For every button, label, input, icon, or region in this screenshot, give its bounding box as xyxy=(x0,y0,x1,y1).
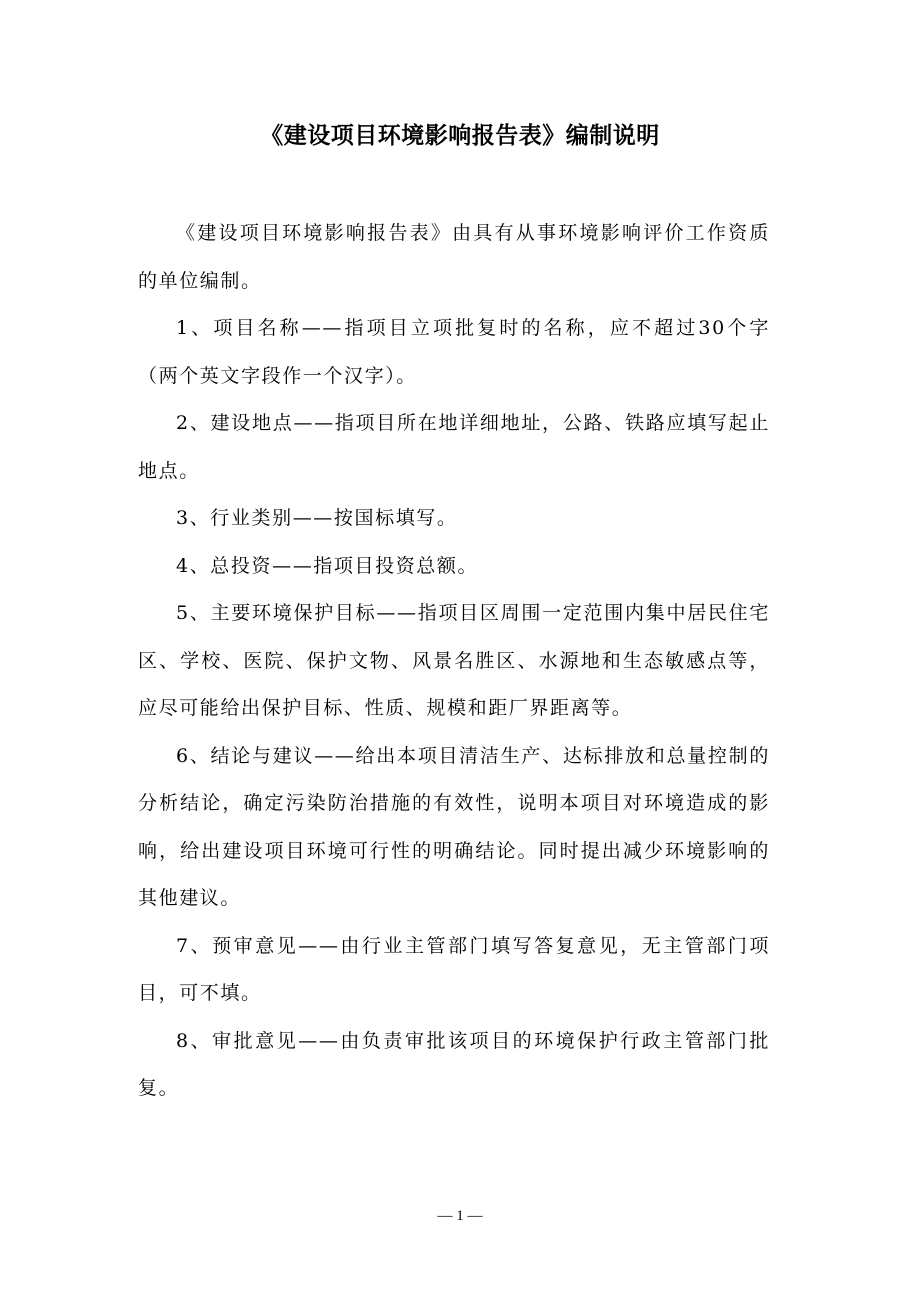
paragraph-item-7: 7、预审意见——由行业主管部门填写答复意见，无主管部门项目，可不填。 xyxy=(138,934,770,1004)
page-number: — 1 — xyxy=(437,1208,483,1224)
paragraph-item-1: 1、项目名称——指项目立项批复时的名称，应不超过30个字（两个英文字段作一个汉字）。 xyxy=(138,317,770,387)
paragraph-intro: 《建设项目环境影响报告表》由具有从事环境影响评价工作资质的单位编制。 xyxy=(138,222,770,292)
paragraph-item-5: 5、主要环境保护目标——指项目区周围一定范围内集中居民住宅区、学校、医院、保护文物、风景名胜区、水源地和生态敏感点等，应尽可能给出保护目标、性质、规模和距厂界距离等。 xyxy=(138,602,770,719)
paragraph-item-2: 2、建设地点——指项目所在地详细地址，公路、铁路应填写起止地点。 xyxy=(138,412,770,482)
paragraph-item-8: 8、审批意见——由负责审批该项目的环境保护行政主管部门批复。 xyxy=(138,1029,770,1099)
paragraph-item-6: 6、结论与建议——给出本项目清洁生产、达标排放和总量控制的分析结论，确定污染防治措施的有效性，说明本项目对环境造成的影响，给出建设项目环境可行性的明确结论。同时提出减少环境影响的其他建议。 xyxy=(138,744,770,909)
paragraph-item-4: 4、总投资——指项目投资总额。 xyxy=(176,554,479,577)
document-body xyxy=(138,210,770,1113)
paragraph-item-3: 3、行业类别——按国标填写。 xyxy=(176,507,458,529)
document-title: 《建设项目环境影响报告表》编制说明 xyxy=(260,122,660,149)
